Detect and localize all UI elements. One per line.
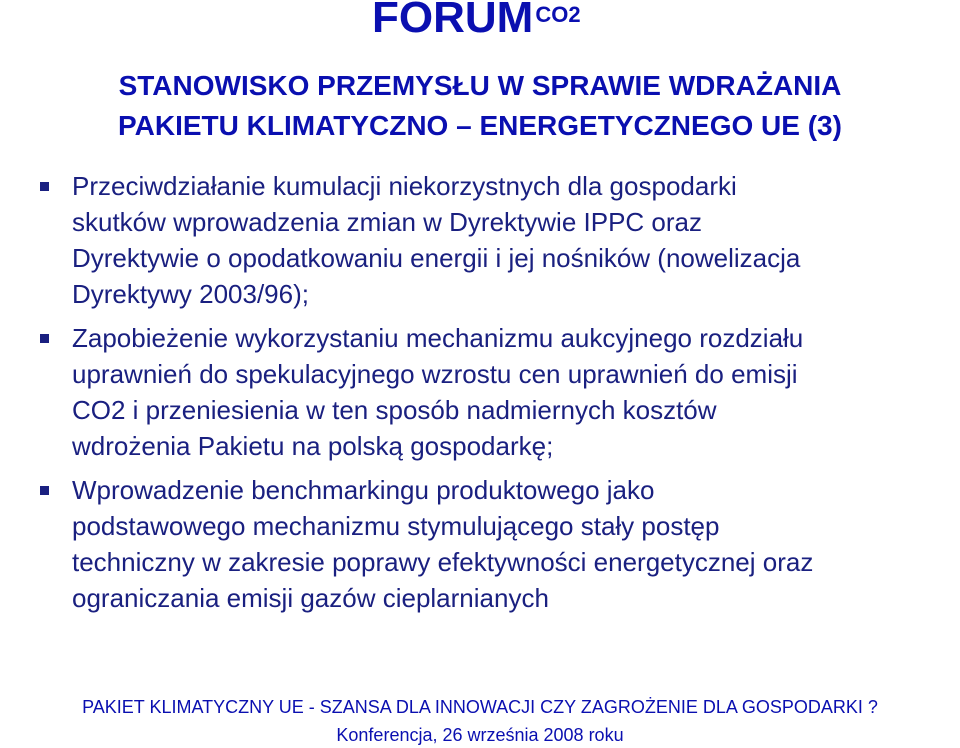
bullet-line: CO2 i przeniesienia w ten sposób nadmiernych kosztów [72,395,717,425]
bullet-line: podstawowego mechanizmu stymulującego stały postęp [72,511,720,541]
bullet-item-3 [40,472,955,616]
bullet-line: skutków wprowadzenia zmian w Dyrektywie IPPC oraz [72,207,702,237]
slide-title [0,66,960,146]
forum-co2-logo [372,0,581,40]
square-bullet-icon [40,486,49,495]
bullet-line: techniczny w zakresie poprawy efektywności energetycznej oraz [72,547,814,577]
footer-conference-date: Konferencja, 26 września 2008 roku [336,725,624,745]
bullet-line: Dyrektywie o opodatkowaniu energii i jej nośników (nowelizacja [72,243,801,273]
footer-conference-title: PAKIET KLIMATYCZNY UE - SZANSA DLA INNOWACJI CZY ZAGROŻENIE DLA GOSPODARKI ? [82,697,878,717]
slide-title-line-1: STANOWISKO PRZEMYSŁU W SPRAWIE WDRAŻANIA [118,70,842,101]
bullet-item-3-text [72,472,955,616]
bullet-line: Wprowadzenie benchmarkingu produktowego jako [72,475,655,505]
bullet-item-1 [40,168,955,312]
bullet-list [40,168,955,624]
bullet-line: Przeciwdziałanie kumulacji niekorzystnych dla gospodarki [72,171,737,201]
bullet-line: uprawnień do spekulacyjnego wzrostu cen uprawnień do emisji [72,359,798,389]
bullet-line: Zapobieżenie wykorzystaniu mechanizmu aukcyjnego rozdziału [72,323,804,353]
square-bullet-icon [40,334,49,343]
bullet-line: ograniczania emisji gazów cieplarnianych [72,583,549,613]
square-bullet-icon [40,182,49,191]
slide-title-line-2: PAKIETU KLIMATYCZNO – ENERGETYCZNEGO UE (3) [118,110,842,141]
bullet-item-1-text [72,168,955,312]
bullet-item-2 [40,320,955,464]
logo-main-text: FORUM [372,0,534,42]
logo-superscript: CO2 [535,2,581,27]
bullet-item-2-text [72,320,955,464]
bullet-line: wdrożenia Pakietu na polską gospodarkę; [72,431,554,461]
bullet-line: Dyrektywy 2003/96); [72,279,309,309]
